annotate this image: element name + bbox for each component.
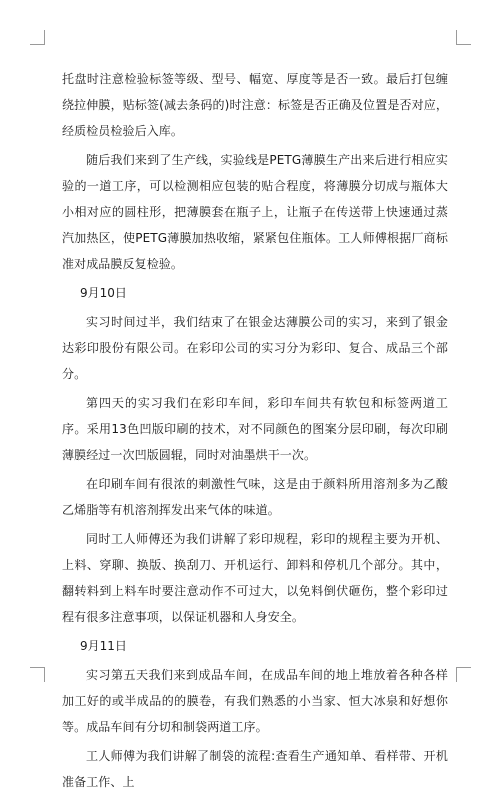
crop-mark-top-right — [456, 30, 471, 45]
crop-mark-top-left — [30, 30, 45, 45]
document-body — [62, 66, 448, 798]
paragraph: 第四天的实习我们在彩印车间，彩印车间共有软包和标签两道工序。采用13色凹版印刷的技术，对不同颜色的图案分层印刷，每次印刷薄膜经过一次凹版圆辊，同时对油墨烘干一次。 — [62, 396, 448, 462]
paragraph: 同时工人师傅还为我们讲解了彩印规程，彩印的规程主要为开机、上料、穿聊、换版、换刮刀、开机运行、卸料和停机几个部分。其中，翻转料到上料车时要注意动作不可过大，以免料倒伏砸伤，整个彩印过程有很多注意事项，以保证机器和人身安全。 — [62, 532, 448, 624]
paragraph: 托盘时注意检验标签等级、型号、幅宽、厚度等是否一致。最后打包缠绕拉伸膜，贴标签(减去条码的)时注意：标签是否正确及位置是否对应，经质检员检验后入库。 — [62, 72, 448, 138]
paragraph: 实习第五天我们来到成品车间，在成品车间的地上堆放着各种各样加工好的或半成品的的膜卷，有我们熟悉的小当家、恒大冰泉和好想你等。成品车间有分切和制袋两道工序。 — [62, 668, 448, 734]
paragraph: 在印刷车间有很浓的刺激性气味，这是由于颜料所用溶剂多为乙酸乙烯脂等有机溶剂挥发出来气体的味道。 — [62, 477, 448, 517]
paragraph: 实习时间过半，我们结束了在银金达薄膜公司的实习，来到了银金达彩印股份有限公司。在彩印公司的实习分为彩印、复合、成品三个部分。 — [62, 315, 448, 381]
crop-mark-bottom-left — [30, 667, 45, 682]
crop-mark-bottom-right — [456, 667, 471, 682]
paragraph: 随后我们来到了生产线，实验线是PETG薄膜生产出来后进行相应实验的一道工序，可以检测相应包装的贴合程度，将薄膜分切成与瓶体大小相对应的圆柱形，把薄膜套在瓶子上，让瓶子在传送带上快速通过蒸汽加热区，使PETG薄膜加热收缩，紧紧包住瓶体。工人师傅根据厂商标准对成品膜反复检验。 — [62, 153, 448, 271]
paragraph: 工人师傅为我们讲解了制袋的流程:查看生产通知单、看样带、开机准备工作、上 — [62, 749, 448, 789]
date-heading: 9月10日 — [80, 286, 127, 300]
date-heading: 9月11日 — [80, 639, 127, 653]
